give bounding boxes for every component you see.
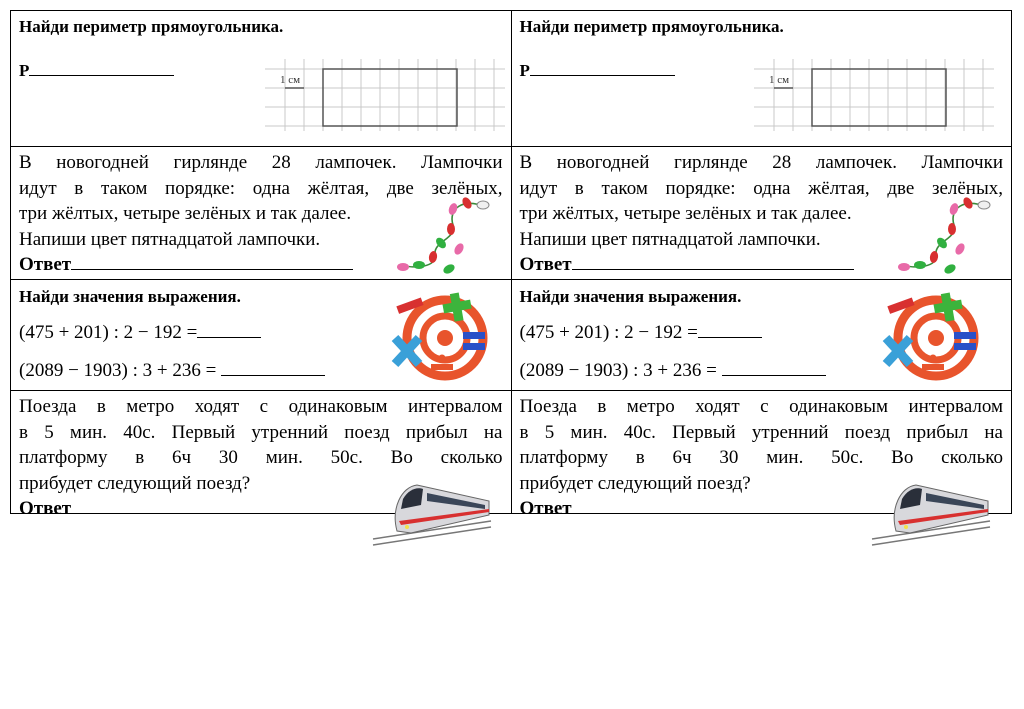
- garland-line-3: три жёлтых, четыре зелёных и так далее.: [19, 203, 352, 224]
- grid-paper: [754, 59, 994, 131]
- expression-1: (475 + 201) : 2 − 192 =: [19, 322, 198, 343]
- perimeter-p-label: Р: [519, 61, 530, 80]
- garland-icon: [894, 195, 994, 277]
- garland-line-4: Напиши цвет пятнадцатой лампочки.: [519, 228, 821, 250]
- task-table: [10, 10, 1012, 519]
- metro-answer-line[interactable]: [76, 497, 326, 514]
- metro-line-4: прибудет следующий поезд?: [519, 472, 751, 494]
- metro-line-4: прибудет следующий поезд?: [19, 472, 251, 494]
- garland-line-2: идут в таком порядке: одна жёлтая, две зелёных,: [19, 177, 503, 199]
- expression-1-answer-line[interactable]: [197, 321, 261, 338]
- garland-line-2: идут в таком порядке: одна жёлтая, две зелёных,: [519, 177, 1003, 199]
- answer-label: Ответ: [19, 498, 72, 519]
- expressions-title: Найди значения выражения.: [519, 287, 742, 306]
- expressions-task-left: [11, 280, 512, 391]
- scale-label: 1 см: [768, 74, 789, 86]
- garland-answer-line[interactable]: [71, 253, 353, 270]
- answer-label: Ответ: [519, 498, 572, 519]
- expression-2-answer-line[interactable]: [221, 359, 325, 376]
- metro-line-2: в 5 мин. 40с. Первый утренний поезд прибыл на: [519, 421, 1003, 443]
- train-icon: [371, 479, 493, 549]
- expression-2: (2089 − 1903) : 3 + 236 =: [519, 359, 717, 381]
- metro-line-3: платформу в 6ч 30 мин. 50с. Во сколько: [19, 447, 503, 468]
- garland-icon: [393, 195, 493, 277]
- garland-answer-line[interactable]: [572, 253, 854, 270]
- garland-task-left: [11, 147, 512, 280]
- garland-line-4: Напиши цвет пятнадцатой лампочки.: [19, 228, 321, 250]
- metro-line-2: в 5 мин. 40с. Первый утренний поезд прибыл на: [19, 421, 503, 443]
- metro-line-3: платформу в 6ч 30 мин. 50с. Во сколько: [519, 447, 1003, 468]
- perimeter-answer-line[interactable]: [29, 59, 174, 76]
- metro-line-1: Поезда в метро ходят с одинаковым интервалом: [19, 396, 503, 417]
- garland-line-1: В новогодней гирлянде 28 лампочек. Лампочки: [519, 152, 1003, 173]
- worksheet: [10, 10, 1012, 519]
- perimeter-title: Найди периметр прямоугольника.: [19, 17, 284, 36]
- metro-task-left: [11, 391, 512, 519]
- perimeter-task-left: [11, 11, 512, 147]
- grid-paper: [265, 59, 505, 131]
- metro-task-right: [511, 391, 1012, 519]
- expression-1-answer-line[interactable]: [698, 321, 762, 338]
- expressions-task-right: [511, 280, 1012, 391]
- garland-line-1: В новогодней гирлянде 28 лампочек. Лампочки: [19, 152, 503, 173]
- perimeter-title: Найди периметр прямоугольника.: [519, 17, 784, 36]
- expression-2-answer-line[interactable]: [722, 359, 826, 376]
- answer-label: Ответ: [519, 254, 572, 275]
- metro-answer-line[interactable]: [576, 497, 826, 514]
- garland-line-3: три жёлтых, четыре зелёных и так далее.: [519, 203, 852, 224]
- answer-label: Ответ: [19, 254, 72, 275]
- perimeter-p-label: Р: [19, 61, 30, 80]
- perimeter-task-right: [511, 11, 1012, 147]
- perimeter-answer-line[interactable]: [530, 59, 675, 76]
- scale-label: 1 см: [280, 74, 301, 86]
- expressions-title: Найди значения выражения.: [19, 287, 241, 306]
- metro-line-1: Поезда в метро ходят с одинаковым интервалом: [519, 396, 1003, 417]
- expression-2: (2089 − 1903) : 3 + 236 =: [19, 359, 217, 381]
- train-icon: [870, 479, 992, 549]
- expression-1: (475 + 201) : 2 − 192 =: [519, 322, 698, 343]
- math-symbols-icon: [880, 288, 980, 384]
- math-symbols-icon: [389, 288, 489, 384]
- garland-task-right: [511, 147, 1012, 280]
